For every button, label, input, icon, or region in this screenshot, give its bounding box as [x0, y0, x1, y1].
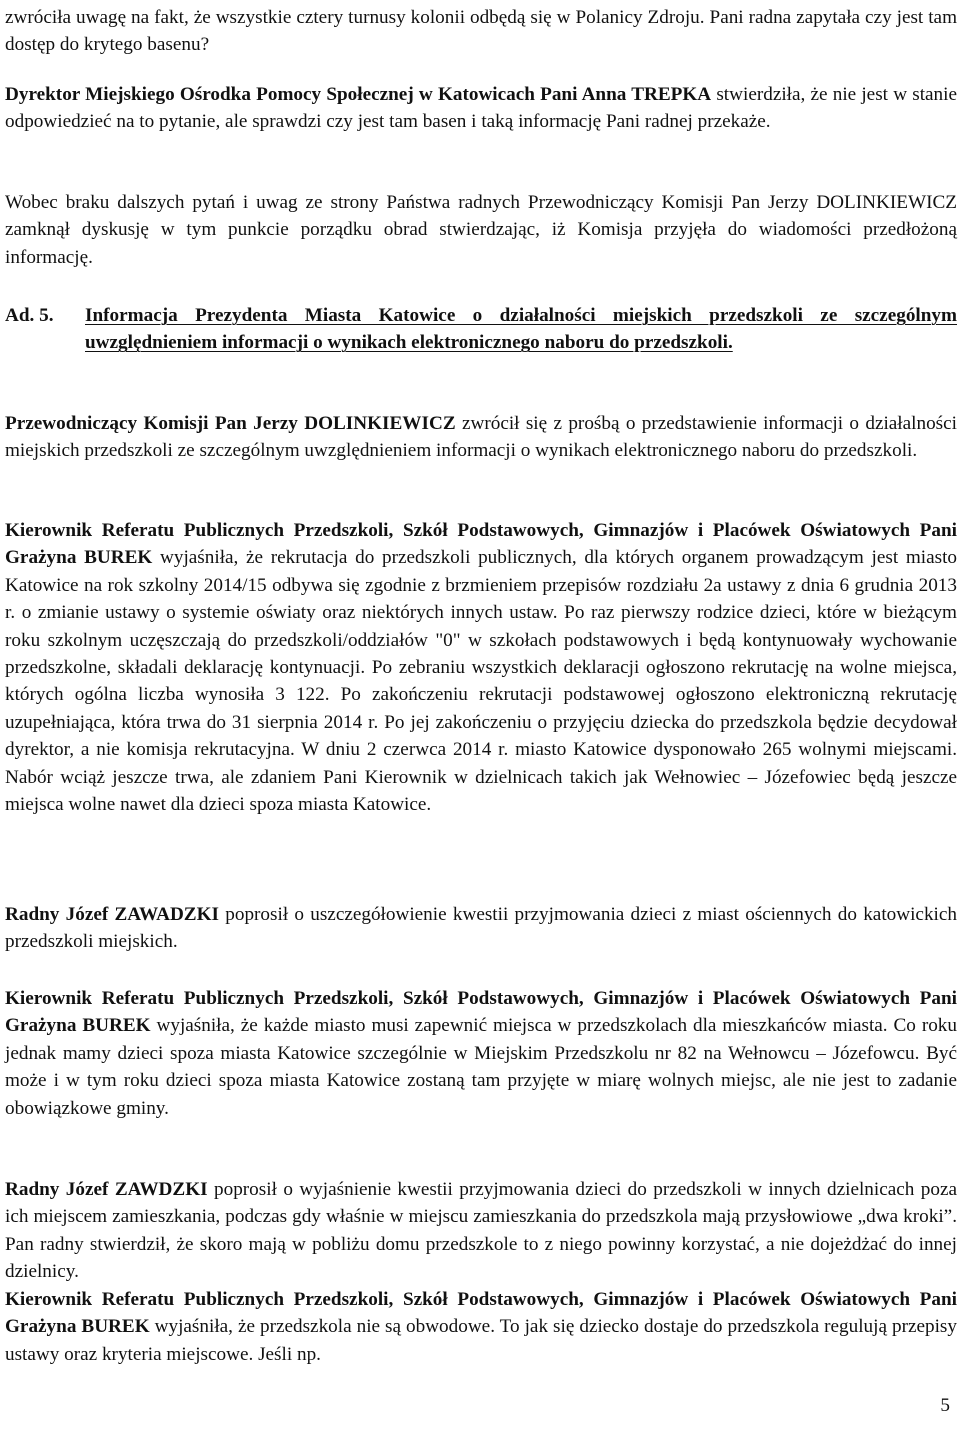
paragraph-text: wyjaśniła, że przedszkola nie są obwodowe. To jak się dziecko dostaje do przedszkola regulują przepisy ustawy oraz kryteria miejscowe. Jeśli np.	[5, 1316, 957, 1365]
paragraph-closing-discussion	[5, 189, 957, 271]
agenda-item	[5, 302, 957, 357]
speaker-name: Radny Józef ZAWADZKI	[5, 904, 219, 925]
paragraph-text: wyjaśniła, że każde miasto musi zapewnić miejsca w przedszkolach dla mieszkańców miasta. Co roku jednak mamy dzieci spoza miasta Katowice szczególnie w Miejskim Przedszkolu nr 82 na Wełnowcu – Józefowcu. Być może i w tym roku dzieci spoza miasta Katowice zostaną tam przyjęte w miarę wolnych miejsc, ale nie jest to zadanie obowiązkowe gminy.	[5, 1015, 957, 1119]
paragraph-continuation	[5, 4, 957, 59]
paragraph-director-response	[5, 81, 957, 136]
agenda-title: Informacja Prezydenta Miasta Katowice o działalności miejskich przedszkoli ze szczególnym uwzględnieniem informacji o wynikach elektronicznego naboru do przedszkoli.	[85, 305, 957, 354]
paragraph-chairman-request	[5, 410, 957, 465]
paragraph-burek-answer-1	[5, 985, 957, 1122]
paragraph-text: wyjaśniła, że rekrutacja do przedszkoli publicznych, dla których organem prowadzącym jest miasto Katowice na rok szkolny 2014/15 odbywa się zgodnie z brzmieniem przepisów rozdziału 2a ustawy z dnia 6 grudnia 2013 r. o zmianie ustawy o systemie oświaty oraz niektórych innych ustaw. Po raz pierwszy rodzice dzieci, które w bieżącym roku szkolnym uczęszczają do przedszkoli/oddziałów "0" w szkołach podstawowych i będą kontynuowały wychowanie przedszkolne, składali deklarację kontynuacji. Po zebraniu wszystkich deklaracji ogłoszono rekrutację na wolne miejsca, których ogólna liczba wynosiła 3 122. Po zakończeniu rekrutacji podstawowej ogłoszono elektroniczną rekrutację uzupełniająca, która trwa do 31 sierpnia 2014 r. Po jej zakończeniu o przyjęciu dziecka do przedszkola będzie decydował dyrektor, a nie komisja rekrutacyjna. W dniu 2 czerwca 2014 r. miasto Katowice dysponowało 265 wolnymi miejscami. Nabór wciąż jeszcze trwa, ale zdaniem Pani Kierownik w dzielnicach takich jak Wełnowiec – Józefowiec będą jeszcze miejsca wolne nawet dla dzieci spoza miasta Katowice.	[5, 547, 957, 816]
paragraph-burek-answer-2	[5, 1286, 957, 1368]
paragraph-zawdzki-question	[5, 1176, 957, 1286]
paragraph-text: stwierdziła, że nie jest w stanie odpowiedzieć na to pytanie, ale sprawdzi czy jest tam basen i taką informację Pani radnej przekaże.	[5, 84, 957, 133]
paragraph-text: zwróciła uwagę na fakt, że wszystkie cztery turnusy kolonii odbędą się w Polanicy Zdroju. Pani radna zapytała czy jest tam dostęp do krytego basenu?	[5, 7, 957, 56]
speaker-name: Kierownik Referatu Publicznych Przedszkoli, Szkół Podstawowych, Gimnazjów i Placówek Oświatowych Pani Grażyna BUREK	[5, 1289, 957, 1338]
speaker-name: Kierownik Referatu Publicznych Przedszkoli, Szkół Podstawowych, Gimnazjów i Placówek Oświatowych Pani Grażyna BUREK	[5, 520, 957, 569]
paragraph-text: Wobec braku dalszych pytań i uwag ze strony Państwa radnych Przewodniczący Komisji Pan Jerzy DOLINKIEWICZ zamknął dyskusję w tym punkcie porządku obrad stwierdzając, iż Komisja przyjęła do wiadomości przedłożoną informację.	[5, 192, 957, 268]
paragraph-zawadzki-question	[5, 901, 957, 956]
paragraph-text: poprosił o uszczegółowienie kwestii przyjmowania dzieci z miast ościennych do katowickich przedszkoli miejskich.	[5, 904, 957, 953]
speaker-name: Radny Józef ZAWDZKI	[5, 1179, 208, 1200]
speaker-name: Dyrektor Miejskiego Ośrodka Pomocy Społecznej w Katowicach Pani Anna TREPKA	[5, 84, 712, 105]
agenda-number: Ad. 5.	[5, 305, 54, 326]
speaker-name: Przewodniczący Komisji Pan Jerzy DOLINKIEWICZ	[5, 413, 456, 434]
page-number: 5	[940, 1395, 950, 1416]
paragraph-text: poprosił o wyjaśnienie kwestii przyjmowania dzieci do przedszkoli w innych dzielnicach poza ich miejscem zamieszkania, podczas gdy właśnie w miejscu zamieszkania do przedszkola mają przysłowiowe „dwa kroki”. Pan radny stwierdził, że skoro mają w pobliżu domu przedszkole to z niego powinny korzystać, a nie dojeżdżać do innej dzielnicy.	[5, 1179, 957, 1283]
speaker-name: Kierownik Referatu Publicznych Przedszkoli, Szkół Podstawowych, Gimnazjów i Placówek Oświatowych Pani Grażyna BUREK	[5, 988, 957, 1037]
paragraph-text: zwrócił się z prośbą o przedstawienie informacji o działalności miejskich przedszkoli ze szczególnym uwzględnieniem informacji o wynikach elektronicznego naboru do przedszkoli.	[5, 413, 957, 462]
paragraph-burek-recruitment	[5, 517, 957, 818]
